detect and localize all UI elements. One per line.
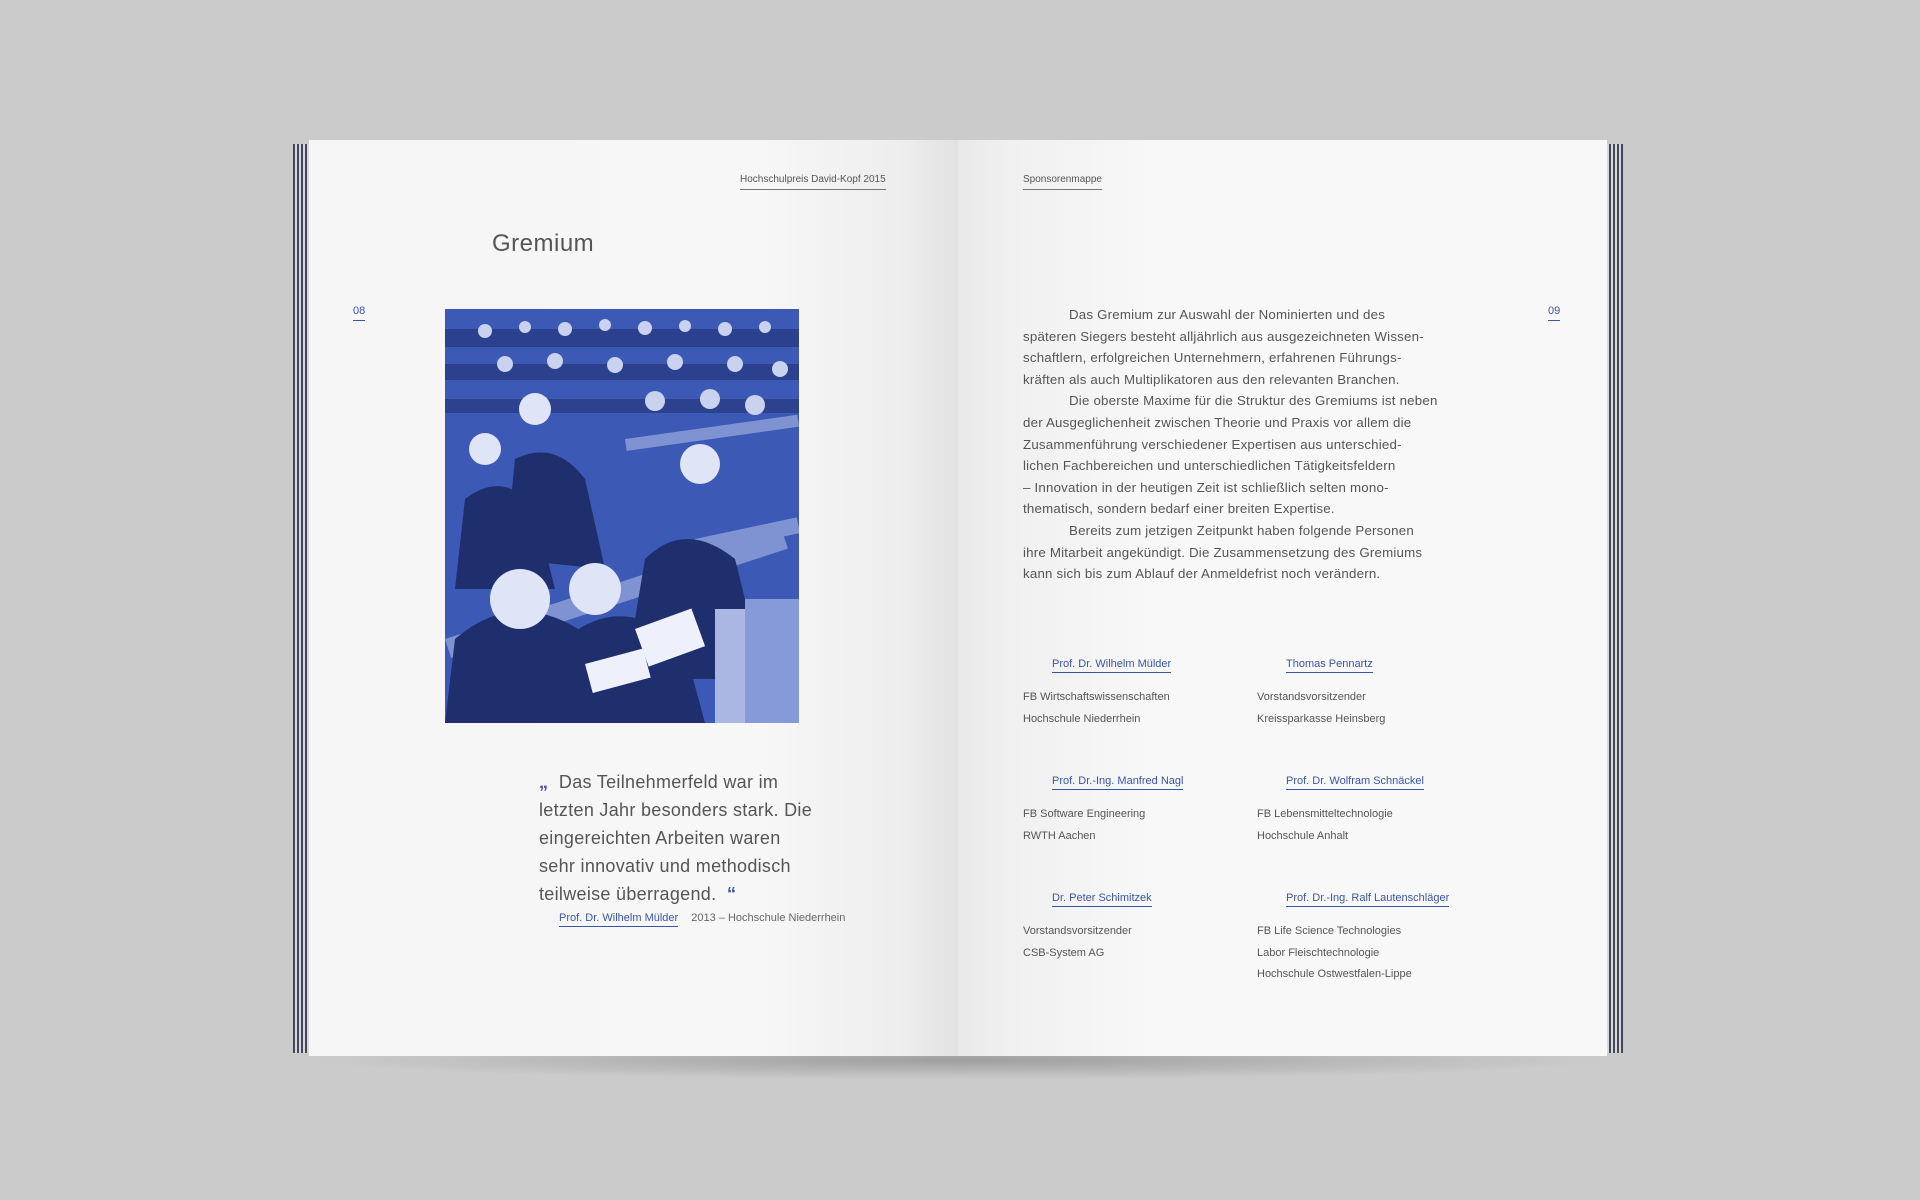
member-name: Prof. Dr. Wilhelm Mülder [1052, 658, 1171, 673]
member-detail: FB Life Science Technologies [1257, 925, 1402, 937]
body-line: kann sich bis zum Ablauf der Anmeldefrist noch verändern. [1023, 566, 1381, 582]
member-card [1257, 654, 1487, 730]
body-line: Das Gremium zur Auswahl der Nominierten und des [1069, 307, 1386, 322]
body-line: – Innovation in der heutigen Zeit ist schließlich selten mono- [1023, 479, 1389, 495]
member-detail: FB Lebensmitteltechnologie [1257, 808, 1393, 820]
body-line: schaftlern, erfolgreichen Unternehmern, erfahrenen Führungs- [1023, 350, 1402, 366]
body-line: der Ausgeglichenheit zwischen Theorie und Praxis vor allem die [1023, 414, 1412, 430]
quote-line: teilweise überragend. “ [539, 884, 737, 904]
member-name: Thomas Pennartz [1286, 658, 1373, 673]
member-card [1023, 888, 1253, 964]
member-name: Prof. Dr.-Ing. Ralf Lautenschläger [1286, 892, 1449, 907]
quote-line: eingereichten Arbeiten waren [539, 828, 781, 848]
member-card [1023, 654, 1253, 730]
member-detail: Hochschule Ostwestfalen-Lippe [1257, 968, 1412, 981]
member-name: Dr. Peter Schimitzek [1052, 892, 1152, 907]
body-line: Die oberste Maxime für die Struktur des Gremiums ist neben [1069, 393, 1438, 409]
member-detail: Labor Fleischtechnologie [1257, 946, 1380, 959]
book-edge-left [293, 144, 309, 1053]
member-detail: Hochschule Anhalt [1257, 829, 1349, 842]
member-detail: FB Wirtschaftswissenschaften [1023, 691, 1170, 703]
member-name: Prof. Dr.-Ing. Manfred Nagl [1052, 775, 1183, 790]
member-card [1023, 771, 1253, 847]
quote-line: „ Das Teilnehmerfeld war im [539, 772, 779, 792]
quote-line: letzten Jahr besonders stark. Die [539, 800, 813, 820]
member-detail: Vorstandsvorsitzender [1023, 925, 1132, 937]
body-line: späteren Siegers besteht alljährlich aus ausgezeichneten Wissen- [1023, 328, 1424, 344]
body-line: kräften als auch Multiplikatoren aus den relevanten Branchen. [1023, 371, 1400, 387]
body-text [1023, 304, 1483, 585]
member-card [1257, 771, 1487, 847]
committee-photo [445, 309, 799, 723]
committee-photo-illustration [445, 309, 799, 723]
right-page-number: 09 [1548, 305, 1560, 321]
quote-close-mark: “ [727, 884, 737, 904]
left-page [309, 140, 958, 1056]
member-detail: RWTH Aachen [1023, 829, 1096, 842]
quote-attribution [559, 912, 845, 924]
member-detail: Vorstandsvorsitzender [1257, 691, 1366, 703]
left-running-header: Hochschulpreis David-Kopf 2015 [740, 174, 886, 190]
testimonial-quote [539, 768, 899, 908]
right-page [958, 140, 1607, 1056]
page-title: Gremium [492, 230, 595, 257]
quote-line: sehr innovativ und methodisch [539, 856, 791, 876]
quote-open-mark: „ [539, 772, 549, 792]
body-line: lichen Fachbereichen und unterschiedlichen Tätigkeitsfeldern [1023, 458, 1396, 474]
member-detail: FB Software Engineering [1023, 808, 1146, 820]
member-detail: CSB-System AG [1023, 946, 1105, 959]
right-running-header: Sponsorenmappe [1023, 174, 1102, 190]
body-line: ihre Mitarbeit angekündigt. Die Zusammensetzung des Gremiums [1023, 544, 1423, 560]
body-line: Zusammenführung verschiedener Expertisen aus unterschied- [1023, 436, 1402, 452]
body-line: thematisch, sondern bedarf einer breiten Expertise. [1023, 501, 1335, 517]
body-line: Bereits zum jetzigen Zeitpunkt haben folgende Personen [1069, 522, 1414, 538]
member-card [1257, 888, 1487, 986]
member-name: Prof. Dr. Wolfram Schnäckel [1286, 775, 1424, 790]
member-detail: Hochschule Niederrhein [1023, 712, 1141, 725]
quote-source-name: Prof. Dr. Wilhelm Mülder [559, 912, 678, 927]
member-detail: Kreissparkasse Heinsberg [1257, 712, 1386, 725]
quote-source-detail: 2013 – Hochschule Niederrhein [691, 912, 846, 924]
book-edge-right [1607, 144, 1623, 1053]
left-page-number: 08 [353, 305, 365, 321]
